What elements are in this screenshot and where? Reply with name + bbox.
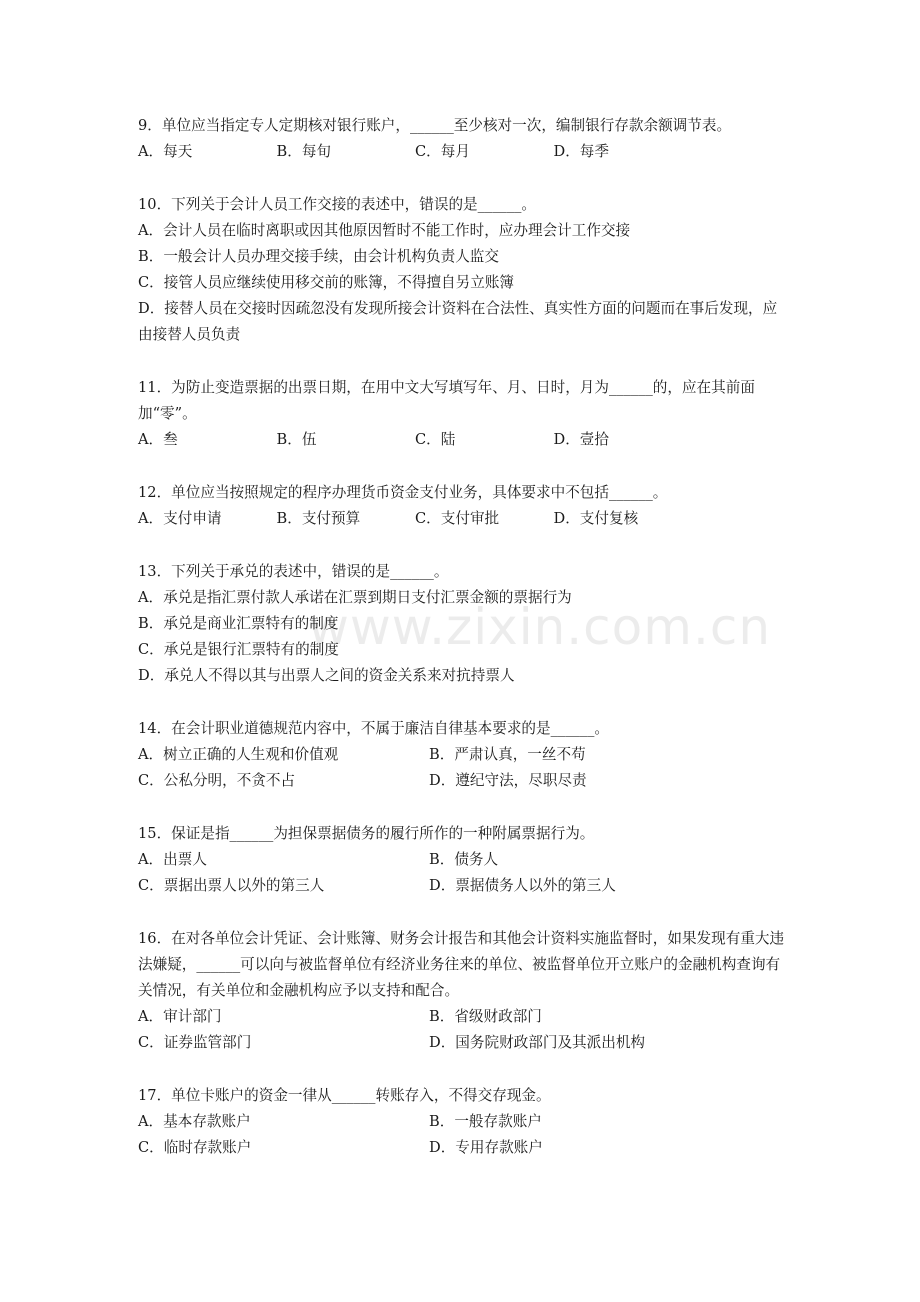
option-b: B．省级财政部门: [429, 1008, 542, 1025]
options: [138, 427, 788, 453]
options-row-1: [138, 1004, 788, 1030]
option-b: B．严肃认真，一丝不苟: [429, 746, 586, 763]
option-c: C．证券监管部门: [138, 1034, 252, 1051]
question-stem: 12．单位应当按照规定的程序办理货币资金支付业务，具体要求中不包括______。: [138, 484, 668, 501]
option-d: D．每季: [553, 143, 609, 160]
option-d: D．票据债务人以外的第三人: [429, 877, 616, 894]
question-stem: 17．单位卡账户的资金一律从______转账存入，不得交存现金。: [138, 1087, 551, 1104]
watermark: www.zixin.com.cn: [308, 598, 772, 656]
options-row-2: [138, 1135, 788, 1161]
option-c: C．陆: [415, 431, 456, 448]
option-d: D．专用存款账户: [429, 1139, 543, 1156]
option-b: B．一般会计人员办理交接手续，由会计机构负责人监交: [138, 248, 499, 265]
question-stem: 10．下列关于会计人员工作交接的表述中，错误的是______。: [138, 196, 537, 213]
options: [138, 506, 788, 532]
options-row-1: [138, 1109, 788, 1135]
option-c: C．临时存款账户: [138, 1139, 252, 1156]
option-a: A．每天: [138, 143, 193, 160]
options-row-2: [138, 768, 788, 794]
option-a: A．审计部门: [138, 1008, 222, 1025]
question-11: [138, 375, 788, 453]
question-stem: 11．为防止变造票据的出票日期，在用中文大写填写年、月、日时，月为______的，应在其前面加“零”。: [138, 379, 755, 422]
options: [138, 139, 788, 165]
question-stem: 15．保证是指______为担保票据债务的履行所作的一种附属票据行为。: [138, 825, 595, 842]
option-b: B．承兑是商业汇票特有的制度: [138, 615, 339, 632]
option-a: A．出票人: [138, 851, 207, 868]
option-b: B．每旬: [276, 143, 332, 160]
option-c: C．公私分明，不贪不占: [138, 772, 296, 789]
option-d: D．壹拾: [553, 431, 609, 448]
question-15: [138, 821, 788, 899]
option-d: D．遵纪守法，尽职尽责: [429, 772, 587, 789]
options-row-2: [138, 873, 788, 899]
option-c: C．接管人员应继续使用移交前的账簿，不得擅自另立账簿: [138, 274, 515, 291]
question-stem: 13．下列关于承兑的表述中，错误的是______。: [138, 563, 449, 580]
option-d: D．承兑人不得以其与出票人之间的资金关系来对抗持票人: [138, 667, 515, 684]
question-stem: 9．单位应当指定专人定期核对银行账户，______至少核对一次，编制银行存款余额调节表。: [138, 117, 732, 134]
options-row-2: [138, 1030, 788, 1056]
option-a: A．基本存款账户: [138, 1113, 251, 1130]
option-b: B．伍: [276, 431, 317, 448]
question-9: [138, 113, 788, 165]
option-b: B．一般存款账户: [429, 1113, 542, 1130]
option-b: B．债务人: [429, 851, 499, 868]
question-16: [138, 926, 788, 1056]
question-12: [138, 480, 788, 532]
options-row-1: [138, 847, 788, 873]
option-a: A．会计人员在临时离职或因其他原因暂时不能工作时，应办理会计工作交接: [138, 222, 631, 239]
options-row-1: [138, 742, 788, 768]
option-b: B．支付预算: [276, 510, 361, 527]
option-c: C．支付审批: [415, 510, 500, 527]
option-d: D．支付复核: [553, 510, 639, 527]
option-c: C．每月: [415, 143, 470, 160]
option-d: D．国务院财政部门及其派出机构: [429, 1034, 646, 1051]
question-17: [138, 1083, 788, 1161]
question-13: [138, 559, 788, 689]
option-a: A．叁: [138, 431, 178, 448]
option-a: A．树立正确的人生观和价值观: [138, 746, 339, 763]
question-10: [138, 192, 788, 348]
exam-page: [138, 113, 788, 1188]
option-a: A．支付申请: [138, 510, 222, 527]
question-14: [138, 716, 788, 794]
option-a: A．承兑是指汇票付款人承诺在汇票到期日支付汇票金额的票据行为: [138, 589, 572, 606]
question-stem: 16．在对各单位会计凭证、会计账簿、财务会计报告和其他会计资料实施监督时，如果发现有重大违法嫌疑，______可以向与被监督单位有经济业务往来的单位、被监督单位开立账户的金融机构查询有关情况，有关单位和金融机构应予以支持和配合。: [138, 930, 785, 999]
question-stem: 14．在会计职业道德规范内容中，不属于廉洁自律基本要求的是______。: [138, 720, 609, 737]
option-c: C．票据出票人以外的第三人: [138, 877, 325, 894]
option-c: C．承兑是银行汇票特有的制度: [138, 641, 339, 658]
option-d: D．接替人员在交接时因疏忽没有发现所接会计资料在合法性、真实性方面的问题而在事后发现，应由接替人员负责: [138, 300, 778, 343]
